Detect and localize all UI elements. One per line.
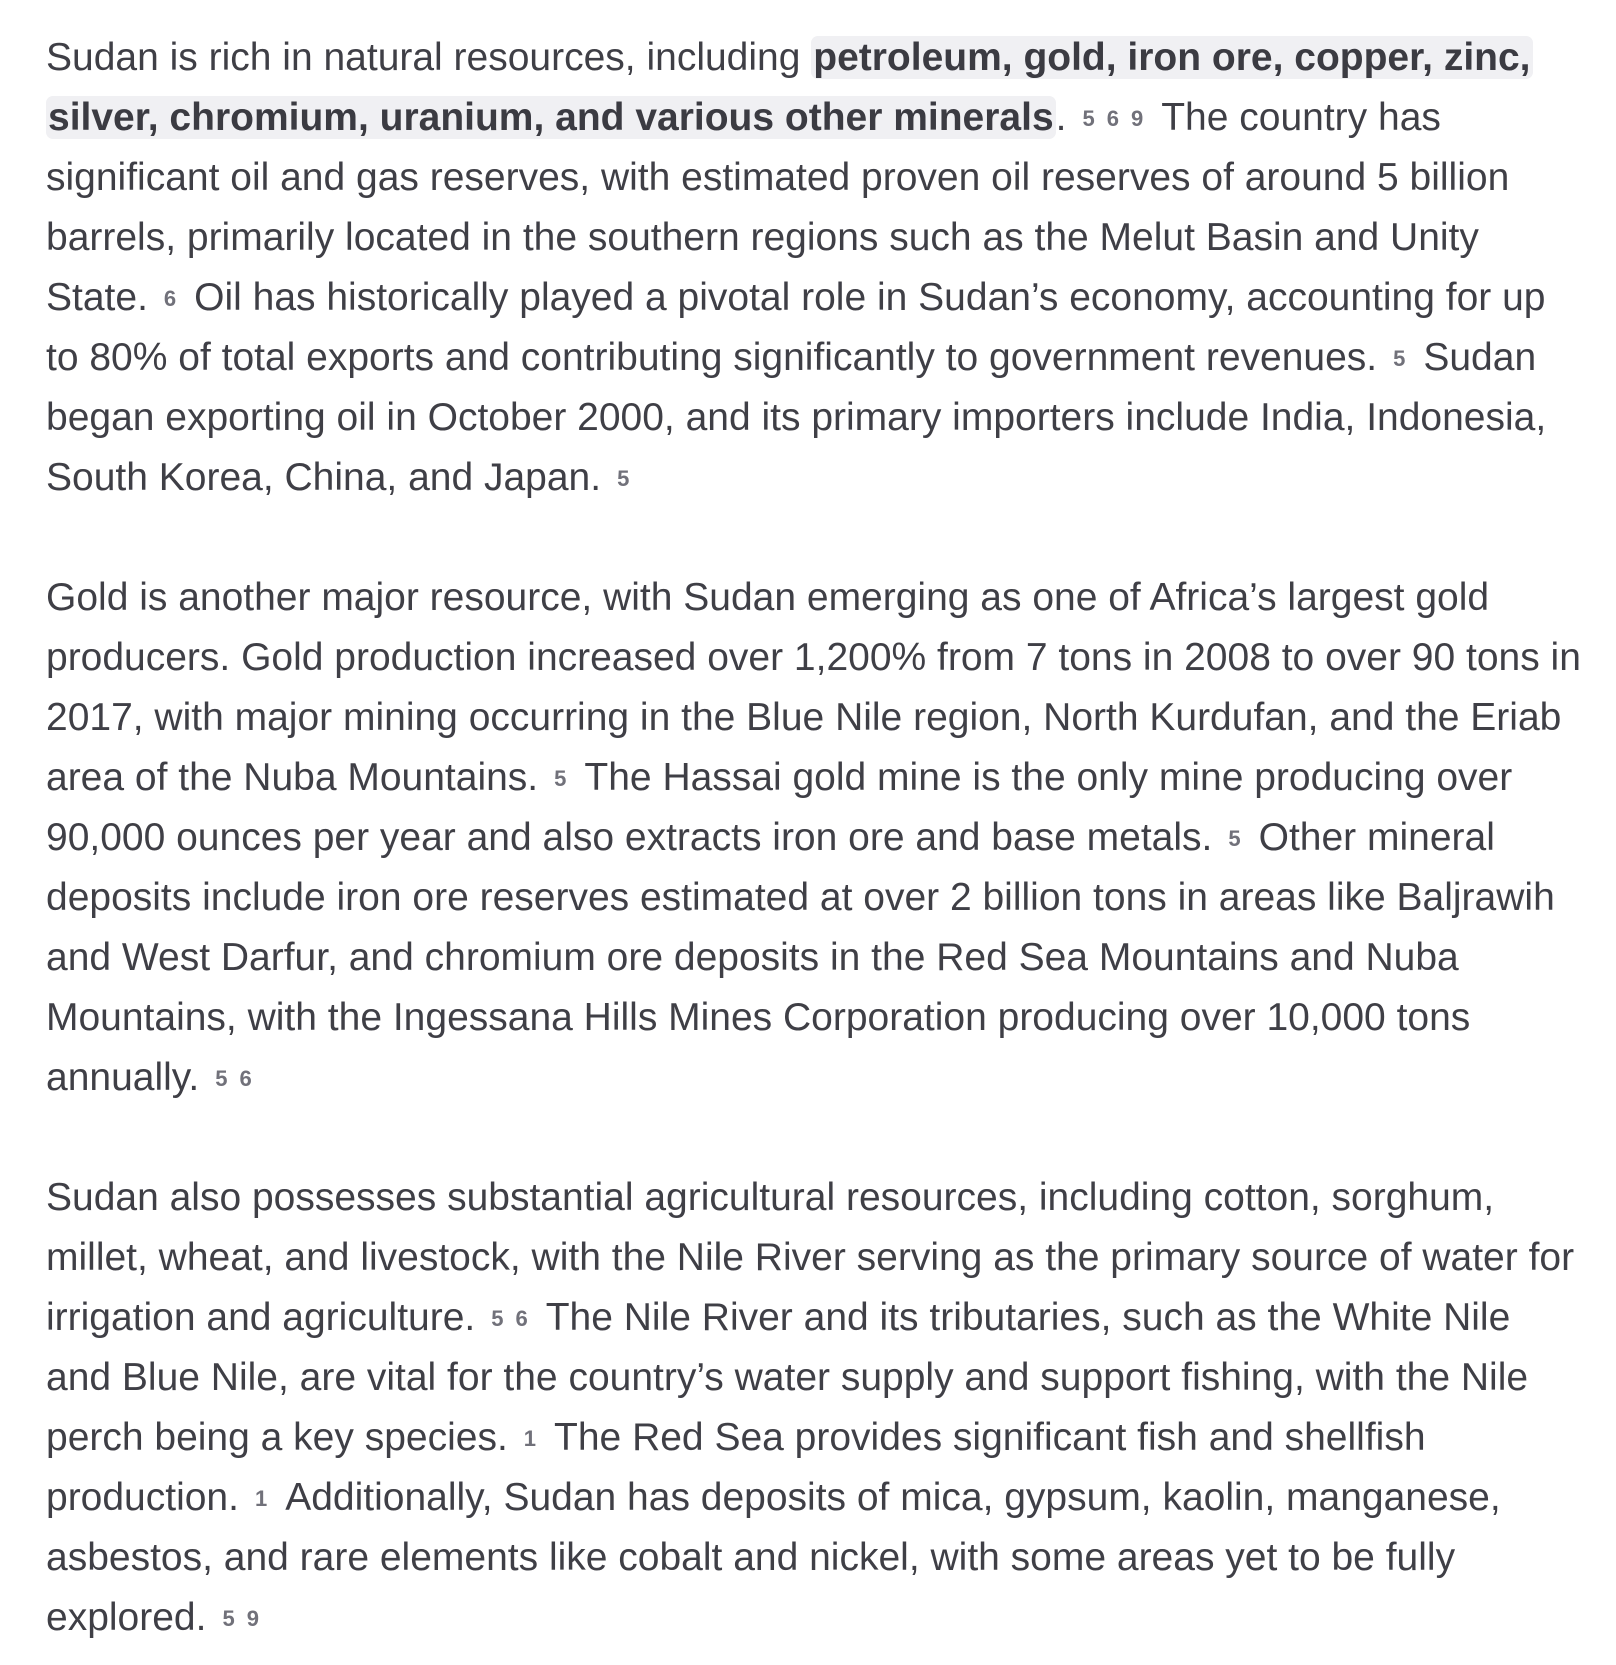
sentence-text: Oil has historically played a pivotal role in Sudan’s economy, accounting for up to 80% of total exports and contributing significantly to government revenues. [46, 276, 1546, 379]
answer-body [46, 28, 1586, 1648]
paragraph-agriculture-water [46, 1168, 1586, 1648]
citation-badge[interactable]: 9 [246, 1606, 259, 1631]
sentence-text: Gold is another major resource, with Sudan emerging as one of Africa’s largest gold producers. Gold production increased over 1,200% from 7 tons in 2008 to over 90 tons in 2017, with major mining occurring in the Blue Nile region, North Kurdufan, and the Eriab area of the Nuba Mountains. [46, 576, 1581, 799]
sentence-text: The Hassai gold mine is the only mine producing over 90,000 ounces per year and also extracts iron ore and base metals. [46, 756, 1513, 859]
citation-group [1076, 88, 1149, 148]
citation-group [249, 1468, 273, 1528]
citation-badge[interactable]: 5 [1228, 826, 1241, 851]
citation-group [1222, 808, 1246, 868]
paragraph-natural-resources [46, 28, 1586, 508]
citation-badge[interactable]: 6 [239, 1066, 252, 1091]
citation-group [485, 1288, 534, 1348]
citation-group [216, 1588, 265, 1648]
citation-badge[interactable]: 6 [515, 1306, 528, 1331]
citation-group [518, 1408, 542, 1468]
citation-badge[interactable]: 1 [254, 1486, 268, 1511]
sentence-text: The Nile River and its tributaries, such as the White Nile and Blue Nile, are vital for the country’s water supply and support fishing, with the Nile perch being a key species. [46, 1296, 1529, 1459]
citation-badge[interactable]: 5 [491, 1306, 504, 1331]
citation-badge[interactable]: 5 [617, 466, 630, 491]
sentence-text: Sudan is rich in natural resources, including [46, 36, 812, 79]
citation-badge[interactable]: 5 [554, 766, 567, 791]
sentence-text: Sudan began exporting oil in October 2000, and its primary importers include India, Indonesia, South Korea, China, and Japan. [46, 336, 1547, 499]
sentence-text: The Red Sea provides significant fish and shellfish production. [46, 1416, 1426, 1519]
paragraph-gold-minerals [46, 568, 1586, 1108]
citation-badge[interactable]: 9 [1130, 106, 1144, 131]
citation-group [548, 748, 572, 808]
sentence-text: The country has significant oil and gas reserves, with estimated proven oil reserves of around 5 billion barrels, primarily located in the southern regions such as the Melut Basin and Unity State. [46, 96, 1510, 319]
citation-badge[interactable]: 6 [1106, 106, 1119, 131]
sentence-text: Additionally, Sudan has deposits of mica, gypsum, kaolin, manganese, asbestos, and rare elements like cobalt and nickel, with some areas yet to be fully explored. [46, 1476, 1501, 1639]
citation-badge[interactable]: 1 [523, 1426, 537, 1451]
citation-badge[interactable]: 5 [1082, 106, 1095, 131]
citation-badge[interactable]: 5 [1393, 346, 1406, 371]
citation-badge[interactable]: 5 [215, 1066, 228, 1091]
highlighted-resources: petroleum, gold, iron ore, copper, zinc, silver, chromium, uranium, and various other minerals [48, 36, 1531, 139]
citation-group [611, 448, 635, 508]
sentence-text: Sudan also possesses substantial agricultural resources, including cotton, sorghum, millet, wheat, and livestock, with the Nile River serving as the primary source of water for irrigation and agriculture. [46, 1176, 1575, 1339]
citation-group [209, 1048, 258, 1108]
citation-group [1387, 328, 1411, 388]
citation-badge[interactable]: 6 [163, 286, 177, 311]
citation-group [158, 268, 182, 328]
sentence-text: . [1055, 96, 1067, 139]
sentence-text: Other mineral deposits include iron ore reserves estimated at over 2 billion tons in areas like Baljrawih and West Darfur, and chromium ore deposits in the Red Sea Mountains and Nuba Mountains, with the Ingessana Hills Mines Corporation producing over 10,000 tons annually. [46, 816, 1555, 1099]
citation-badge[interactable]: 5 [222, 1606, 235, 1631]
